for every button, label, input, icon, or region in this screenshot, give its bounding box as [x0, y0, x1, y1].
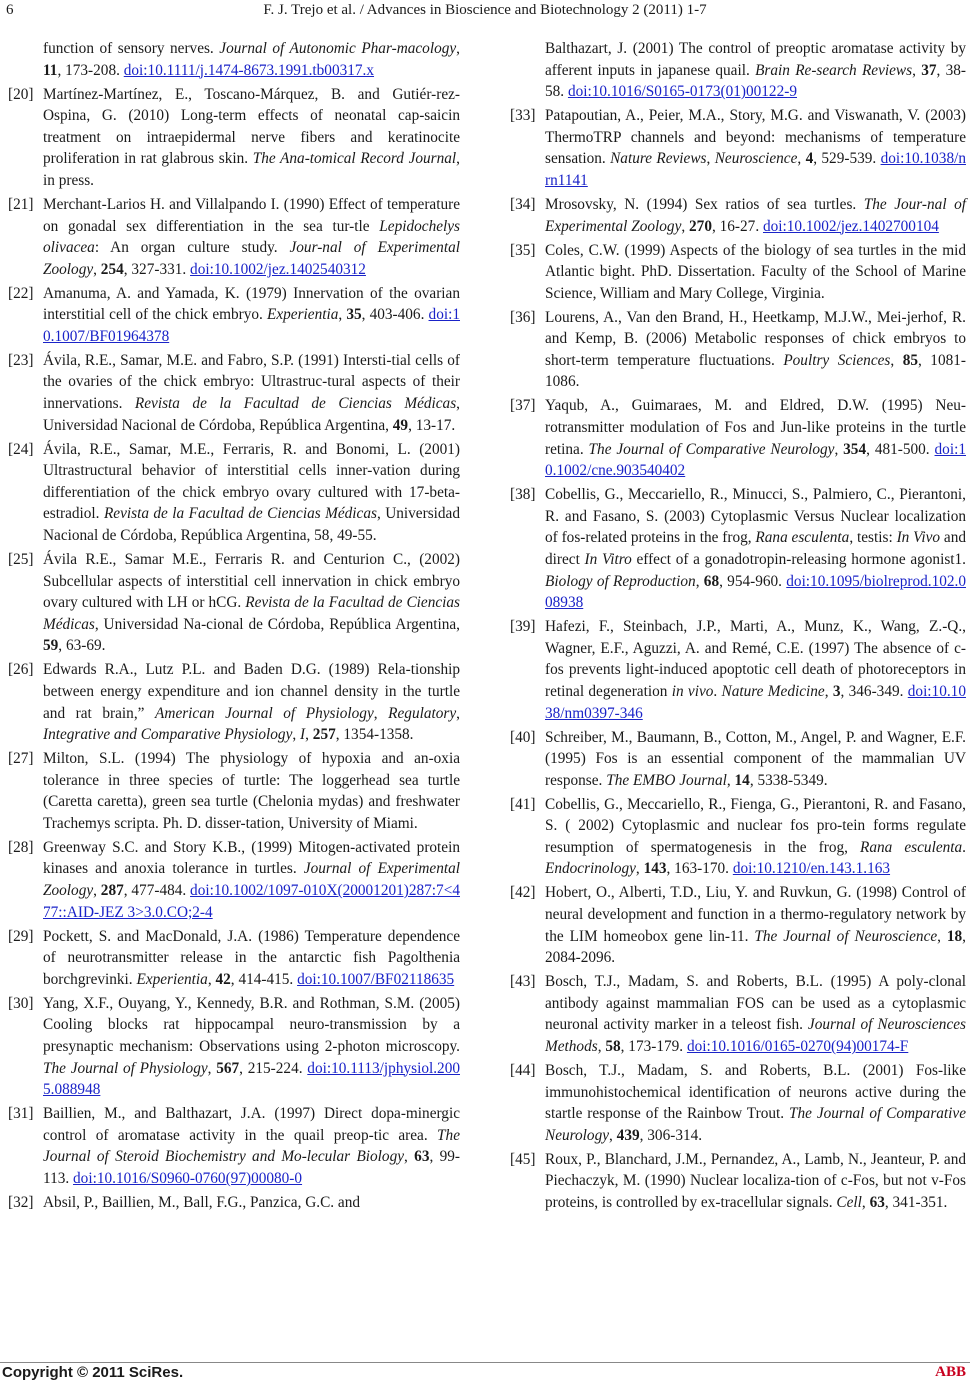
- copyright-notice: Copyright © 2011 SciRes.: [2, 1364, 184, 1381]
- reference-entry: [8, 549, 460, 657]
- reference-number: [40]: [510, 728, 536, 746]
- reference-number: [27]: [8, 750, 34, 768]
- doi-link[interactable]: doi:10.1038/nm0397-346: [545, 682, 966, 722]
- reference-entry: [510, 240, 966, 305]
- reference-text: Ávila, R.E., Samar, M.E., Ferraris, R. and Bonomi, L. (2001) Ultrastructural behavior of interstitial cells inner-vation during differentiation of the chick embryo ovary cultured with 17-beta-estradiol. Revista de la Facultad de Ciencias Médicas, Universidad Nacional de Córdoba, República Argentina, 58, 49-55.: [43, 440, 460, 545]
- reference-number: [36]: [510, 308, 536, 326]
- reference-number: [23]: [8, 351, 34, 369]
- reference-text: Baillien, M., and Balthazart, J.A. (1997) Direct dopa-minergic control of aromatase activity in the quail preop-tic area. The Journal of Steroid Biochemistry and Mo-lecular Biology, 63, 99-113. doi:10.1016/S0960-0760(97)00080-0: [43, 1105, 460, 1187]
- reference-entry: [8, 993, 460, 1101]
- reference-text: Martínez-Martínez, E., Toscano-Márquez, B. and Gutiér-rez-Ospina, G. (2010) Long-term effects of neonatal cap-saicin treatment on intraepidermal nerve fibers and keratinocite proliferation in rat glabrous skin. The Ana-tomical Record Journal, in press.: [43, 85, 460, 189]
- reference-entry: [510, 727, 966, 792]
- reference-number: [35]: [510, 241, 536, 259]
- reference-number: [22]: [8, 284, 34, 302]
- reference-number: [24]: [8, 440, 34, 458]
- reference-column-left: [8, 38, 460, 1216]
- reference-entry: [8, 194, 460, 280]
- reference-entry: [510, 794, 966, 880]
- reference-number: [41]: [510, 795, 536, 813]
- reference-text: Ávila, R.E., Samar, M.E. and Fabro, S.P. (1991) Intersti-tial cells of the ovaries of the chick embryo: Ultrastruc-tural aspects of their innervations. Revista de la Facultad de Ciencias Médicas, Universidad Nacional de Córdoba, República Argentina, 49, 13-17.: [43, 351, 460, 434]
- reference-entry: [510, 105, 966, 191]
- reference-text: Cobellis, G., Meccariello, R., Minucci, S., Palmiero, C., Pierantoni, R. and Fasano, S. (2003) Cytoplasmic Versus Nuclear localization of fos-related proteins in the frog, Rana esculenta, testis: In Vivo and direct In Vitro effect of a gonadotropin-releasing hormone agonist1. Biology of Reproduction, 68, 954-960. doi:10.1095/biolreprod.102.008938: [545, 486, 967, 612]
- page-number: 6: [6, 2, 14, 18]
- reference-text: Ávila R.E., Samar M.E., Ferraris R. and Centurion C., (2002) Subcellular aspects of interstitial cell innervation in chick embryo ovary cultured with LH or hCG. Revista de la Facultad de Ciencias Médicas, Universidad Na-cional de Córdoba, República Argentina, 59, 63-69.: [43, 551, 460, 655]
- footer-divider: [0, 1362, 970, 1363]
- reference-number: [38]: [510, 486, 536, 504]
- doi-link[interactable]: doi:10.1038/nrn1141: [545, 150, 966, 189]
- reference-number: [34]: [510, 195, 536, 213]
- reference-column-right: [510, 38, 966, 1216]
- reference-text: Edwards R.A., Lutz P.L. and Baden D.G. (1989) Rela-tionship between energy expenditure and ion channel density in the turtle and rat brain,” American Journal of Physiology, Regulatory, Integrative and Comparative Physiology, I, 257, 1354-1358.: [43, 661, 460, 744]
- reference-text: Mrosovsky, N. (1994) Sex ratios of sea turtles. The Jour-nal of Experimental Zoology, 270, 16-27. doi:10.1002/jez.1402700104: [545, 195, 966, 235]
- reference-text: Roux, P., Blanchard, J.M., Pernandez, A., Lamb, N., Jeanteur, P. and Piechaczyk, M. (1990) Nuclear localiza-tion of c-Fos, but not v-Fos proteins, is controlled by ex-tracellular signals. Cell, 63, 341-351.: [545, 1150, 966, 1211]
- reference-number: [31]: [8, 1105, 34, 1123]
- reference-number: [44]: [510, 1062, 536, 1079]
- reference-entry: [510, 1060, 966, 1146]
- reference-continuation: function of sensory nerves. Journal of Autonomic Phar-macology, 11, 173-208. doi:10.1111/j.1474-8673.1991.tb00317.x: [43, 40, 460, 79]
- reference-number: [43]: [510, 973, 536, 991]
- reference-entry: [8, 1103, 460, 1189]
- doi-link[interactable]: doi:10.1111/j.1474-8673.1991.tb00317.x: [123, 61, 375, 79]
- reference-entry: [510, 616, 966, 724]
- reference-text: Absil, P., Baillien, M., Ball, F.G., Panzica, G.C. and: [43, 1193, 361, 1211]
- doi-link[interactable]: doi:10.1002/jez.1402700104: [762, 217, 939, 235]
- reference-entry: [8, 1192, 460, 1214]
- doi-link[interactable]: doi:10.1095/biolreprod.102.008938: [545, 572, 966, 612]
- doi-link[interactable]: doi:10.1016/S0960-0760(97)00080-0: [73, 1169, 303, 1187]
- reference-entry: [8, 748, 460, 834]
- reference-text: Greenway S.C. and Story K.B., (1999) Mitogen-activated protein kinases and anoxia tolerance in turtles. Journal of Experimental Zoology, 287, 477-484. doi:10.1002/1097-010X(20001201)287:7<477::AID-JEZ 3>3.0.CO;2-4: [43, 838, 460, 921]
- reference-text: Hobert, O., Alberti, T.D., Liu, Y. and Ruvkun, G. (1998) Control of neural development and function in a thermo-regulatory network by the LIM homeobox gene lin-11. The Journal of Neuroscience, 18, 2084-2096.: [545, 884, 966, 967]
- reference-text: Merchant-Larios H. and Villalpando I. (1990) Effect of temperature on gonadal sex differentiation in the sea tur-tle Lepidochelys olivacea: An organ culture study. Jour-nal of Experimental Zoology, 254, 327-331. doi:10.1002/jez.1402540312: [43, 195, 460, 278]
- reference-entry: [510, 307, 966, 393]
- reference-text: Coles, C.W. (1999) Aspects of the biology of sea turtles in the mid Atlantic bight. PhD. Dissertation. Faculty of the School of Marine Science, William and Mary College, Virginia.: [545, 241, 966, 302]
- reference-text: Bosch, T.J., Madam, S. and Roberts, B.L. (1995) A poly-clonal antibody against mammalian FOS can be used as a cytoplasmic neuronal activity marker in a teleost fish. Journal of Neurosciences Methods, 58, 173-179. doi:10.1016/0165-0270(94)00174-F: [545, 973, 966, 1056]
- reference-number: [25]: [8, 551, 34, 568]
- reference-number: [29]: [8, 927, 34, 945]
- reference-text: Lourens, A., Van den Brand, H., Heetkamp, M.J.W., Mei-jerhof, R. and Kemp, B. (2006) Metabolic responses of chick embryos to short-term temperature fluctuations. Poultry Sciences, 85, 1081-1086.: [545, 308, 966, 391]
- reference-entry: [510, 882, 966, 968]
- reference-entry: [510, 1149, 966, 1214]
- reference-number: [39]: [510, 618, 536, 636]
- doi-link[interactable]: doi:10.1002/cne.903540402: [545, 440, 966, 480]
- reference-continuation: Balthazart, J. (2001) The control of preoptic aromatase activity by afferent inputs in japanese quail. Brain Re-search Reviews, 37, 38-58. doi:10.1016/S0165-0173(01)00122-9: [545, 40, 966, 101]
- doi-link[interactable]: doi:10.1002/jez.1402540312: [190, 260, 366, 278]
- reference-number: [42]: [510, 884, 536, 902]
- reference-entry: [8, 926, 460, 991]
- reference-number: [32]: [8, 1193, 34, 1211]
- reference-text: Patapoutian, A., Peier, M.A., Story, M.G. and Viswanath, V. (2003) ThermoTRP channels and beyond: mechanisms of temperature sensation. Nature Reviews, Neuroscience, 4, 529-539. doi:10.1038/nrn1141: [545, 107, 966, 189]
- doi-link[interactable]: doi:10.1113/jphysiol.2005.088948: [43, 1059, 460, 1099]
- reference-text: Bosch, T.J., Madam, S. and Roberts, B.L. (2001) Fos-like immunohistochemical identification of neurons active during the startle response of the Rainbow Trout. The Journal of Comparative Neurology, 439, 306-314.: [545, 1062, 966, 1144]
- reference-entry: [8, 283, 460, 348]
- reference-number: [30]: [8, 994, 34, 1012]
- reference-number: [37]: [510, 397, 536, 415]
- doi-link[interactable]: doi:10.1210/en.143.1.163: [732, 860, 891, 878]
- reference-text: Yang, X.F., Ouyang, Y., Kennedy, B.R. and Rothman, S.M. (2005) Cooling blocks rat hippocampal neuro-transmission by a presynaptic mechanism: Observations using 2-photon microscopy. The Journal of Physiology, 567, 215-224. doi:10.1113/jphysiol.2005.088948: [43, 994, 460, 1099]
- reference-entry: [510, 971, 966, 1057]
- reference-text: Yaqub, A., Guimaraes, M. and Eldred, D.W. (1995) Neu-rotransmitter modulation of Fos and Jun-like proteins in the turtle retina. The Journal of Comparative Neurology, 354, 481-500. doi:10.1002/cne.903540402: [545, 397, 966, 480]
- reference-text: Pockett, S. and MacDonald, J.A. (1986) Temperature dependence of neurotransmitter release in the antarctic fish Pagolthenia borchgrevinki. Experientia, 42, 414-415. doi:10.1007/BF02118635: [43, 927, 460, 988]
- doi-link[interactable]: doi:10.1007/BF02118635: [297, 970, 455, 988]
- reference-number: [28]: [8, 838, 34, 856]
- doi-link[interactable]: doi:10.1016/S0165-0173(01)00122-9: [567, 83, 797, 101]
- journal-abbreviation: ABB: [935, 1364, 966, 1380]
- running-header: F. J. Trejo et al. / Advances in Bioscience and Biotechnology 2 (2011) 1-7: [263, 2, 707, 18]
- reference-text: Schreiber, M., Baumann, B., Cotton, M., Angel, P. and Wagner, E.F. (1995) Fos is an essential component of the mammalian UV response. The EMBO Journal, 14, 5338-5349.: [545, 728, 966, 789]
- reference-number: [21]: [8, 195, 34, 213]
- reference-number: [45]: [510, 1150, 536, 1168]
- reference-entry: [510, 194, 966, 237]
- reference-entry: [8, 350, 460, 436]
- doi-link[interactable]: doi:10.1016/0165-0270(94)00174-F: [686, 1038, 909, 1056]
- doi-link[interactable]: doi:10.1002/1097-010X(20001201)287:7<477::AID-JEZ 3>3.0.CO;2-4: [43, 882, 460, 921]
- reference-entry: [8, 837, 460, 923]
- reference-entry: [8, 659, 460, 745]
- reference-entry: [510, 395, 966, 481]
- reference-number: [33]: [510, 107, 536, 125]
- reference-text: Cobellis, G., Meccariello, R., Fienga, G., Pierantoni, R. and Fasano, S. ( 2002) Cytoplasmic and nuclear fos pro-tein forms regulate resumption of spermatogenesis in the frog, Rana esculenta. Endocrinology, 143, 163-170. doi:10.1210/en.143.1.163: [545, 795, 966, 878]
- reference-text: Milton, S.L. (1994) The physiology of hypoxia and an-oxia tolerance in three species of turtle: The loggerhead sea turtle (Caretta caretta), green sea turtle (Chelonia mydas) and freshwater Trachemys scripta. Ph. D. disser-tation, University of Miami.: [43, 750, 460, 832]
- reference-number: [20]: [8, 85, 34, 103]
- doi-link[interactable]: doi:10.1007/BF01964378: [43, 306, 460, 345]
- reference-entry: [8, 84, 460, 192]
- reference-number: [26]: [8, 661, 34, 679]
- reference-entry: [8, 439, 460, 547]
- reference-text: Hafezi, F., Steinbach, J.P., Marti, A., Munz, K., Wang, Z.-Q., Wagner, E.F., Aguzzi, A. and Remé, C.E. (1997) The absence of c-fos prevents light-induced apoptotic cell death of photoreceptors in retinal degeneration in vivo. Nature Medicine, 3, 346-349. doi:10.1038/nm0397-346: [545, 618, 966, 722]
- reference-text: Amanuma, A. and Yamada, K. (1979) Innervation of the ovarian interstitial cell of the chick embryo. Experientia, 35, 403-406. doi:10.1007/BF01964378: [43, 284, 460, 345]
- reference-entry: [510, 484, 966, 614]
